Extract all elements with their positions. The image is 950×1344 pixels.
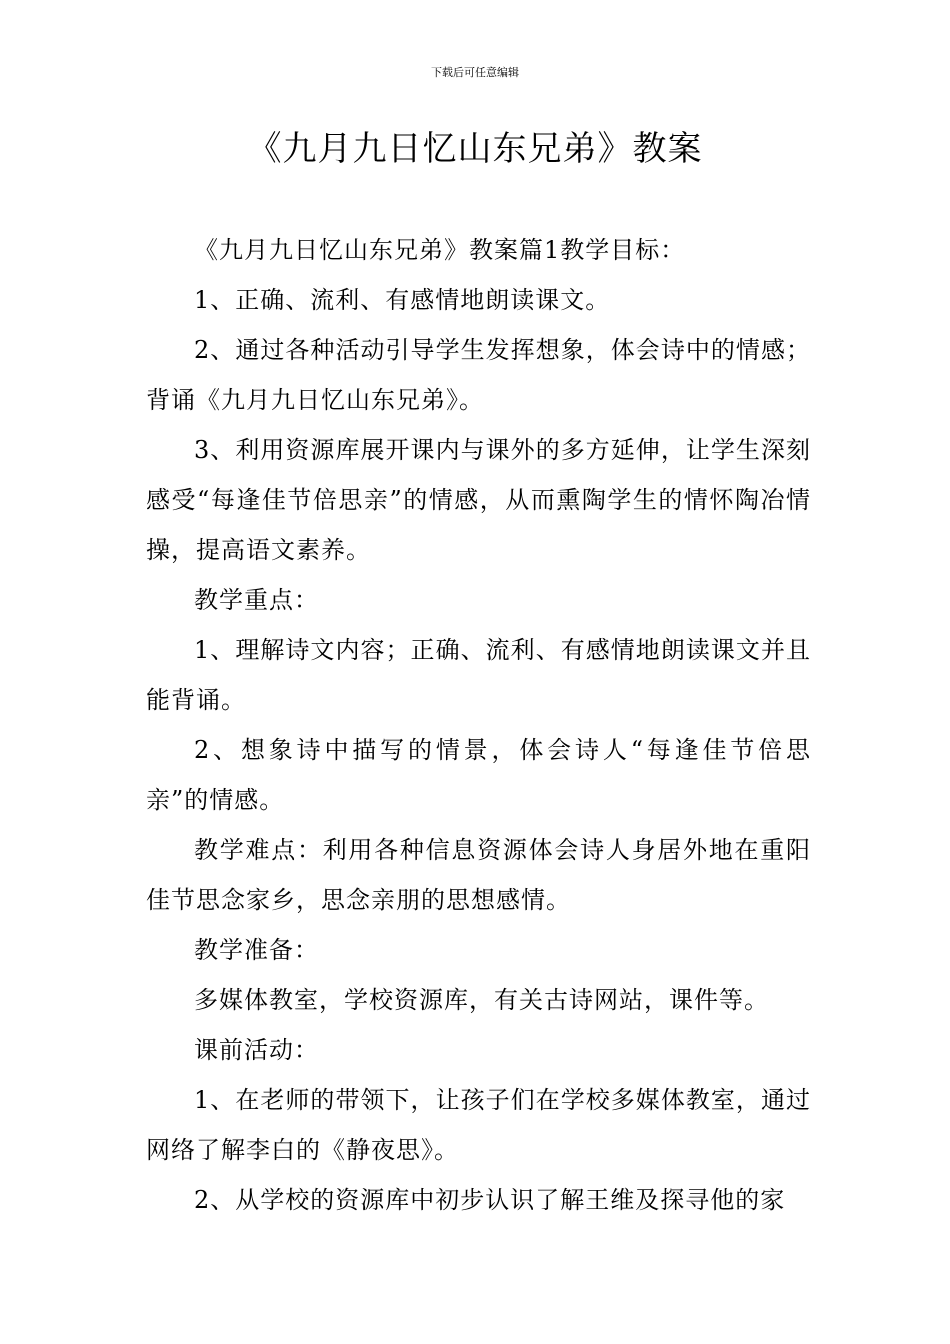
paragraph-difficulty: 教学难点：利用各种信息资源体会诗人身居外地在重阳佳节思念家乡，思念亲朋的思想感情。	[146, 836, 811, 914]
paragraph-intro: 《九月九日忆山东兄弟》教案篇1教学目标：	[194, 236, 686, 264]
paragraph-goal-3: 3、利用资源库展开课内与课外的多方延伸，让学生深刻感受“每逢佳节倍思亲”的情感，从而熏陶学生的情怀陶冶情操，提高语文素养。	[146, 436, 811, 564]
paragraph-key-point-2: 2、想象诗中描写的情景，体会诗人“每逢佳节倍思亲”的情感。	[146, 736, 811, 814]
paragraph-preparation-heading: 教学准备：	[194, 936, 319, 964]
paragraph-goal-1: 1、正确、流利、有感情地朗读课文。	[194, 286, 611, 314]
paragraph-preparation: 多媒体教室，学校资源库，有关古诗网站，课件等。	[194, 986, 769, 1014]
paragraph-activity-2: 2、从学校的资源库中初步认识了解王维及探寻他的家	[194, 1186, 786, 1214]
header-note: 下载后可任意编辑	[431, 66, 519, 79]
paragraph-key-points-heading: 教学重点：	[194, 586, 319, 614]
paragraph-goal-2: 2、通过各种活动引导学生发挥想象，体会诗中的情感；背诵《九月九日忆山东兄弟》。	[146, 336, 811, 414]
paragraph-activity-heading: 课前活动：	[194, 1036, 319, 1064]
paragraph-activity-1: 1、在老师的带领下，让孩子们在学校多媒体教室，通过网络了解李白的《静夜思》。	[146, 1086, 811, 1164]
paragraph-key-point-1: 1、理解诗文内容；正确、流利、有感情地朗读课文并且能背诵。	[146, 636, 811, 714]
document-title: 《九月九日忆山东兄弟》教案	[247, 129, 703, 169]
document-body	[146, 225, 811, 1225]
